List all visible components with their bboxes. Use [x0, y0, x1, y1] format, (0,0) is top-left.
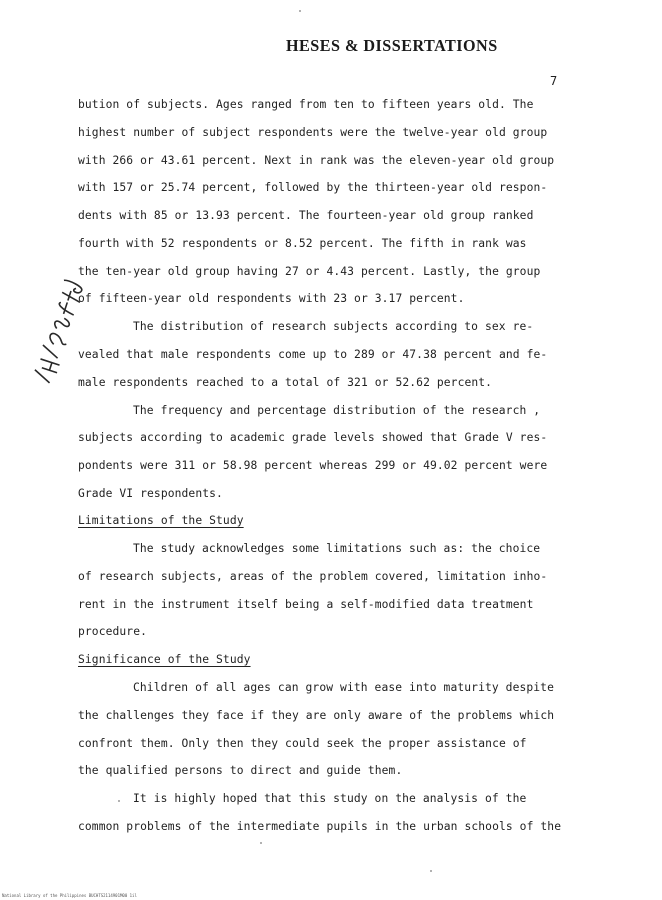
- text-line: Grade VI respondents.: [78, 487, 223, 500]
- text-line: fourth with 52 respondents or 8.52 percent. The fifth in rank was: [78, 237, 527, 250]
- text-line: highest number of subject respondents were the twelve-year old group: [78, 126, 548, 139]
- thesis-stamp-header: HESES & DISSERTATIONS: [286, 36, 498, 55]
- text-line: pondents were 311 or 58.98 percent whereas 299 or 49.02 percent were: [78, 459, 548, 472]
- text-line: It is highly hoped that this study on the analysis of the: [133, 792, 527, 805]
- text-line: The study acknowledges some limitations such as: the choice: [133, 542, 541, 555]
- text-line: male respondents reached to a total of 321 or 52.62 percent.: [78, 376, 493, 389]
- text-line: procedure.: [78, 625, 148, 638]
- text-line: bution of subjects. Ages ranged from ten to fifteen years old. The: [78, 98, 534, 111]
- scan-footer-credit: National Library of the Philippines BUCHTS2114901M00 1il: [2, 893, 137, 898]
- scan-speck: [260, 842, 262, 844]
- text-line: common problems of the intermediate pupils in the urban schools of the: [78, 820, 562, 833]
- text-line: Children of all ages can grow with ease into maturity despite: [133, 681, 554, 694]
- text-line: with 157 or 25.74 percent, followed by the thirteen-year old respon-: [78, 181, 548, 194]
- text-line: the challenges they face if they are only aware of the problems which: [78, 709, 555, 722]
- text-line: vealed that male respondents come up to 289 or 47.38 percent and fe-: [78, 348, 548, 361]
- text-line: confront them. Only then they could seek the proper assistance of: [78, 737, 527, 750]
- text-line: of fifteen-year old respondents with 23 or 3.17 percent.: [78, 292, 465, 305]
- scan-speck: [118, 800, 120, 802]
- scan-speck: [299, 10, 301, 12]
- text-line: of research subjects, areas of the problem covered, limitation inho-: [78, 570, 548, 583]
- text-line: The distribution of research subjects according to sex re-: [133, 320, 534, 333]
- text-line: The frequency and percentage distribution of the research ,: [133, 404, 541, 417]
- text-line: dents with 85 or 13.93 percent. The fourteen-year old group ranked: [78, 209, 534, 222]
- text-line: rent in the instrument itself being a self-modified data treatment: [78, 598, 534, 611]
- page-number: 7: [550, 74, 558, 88]
- text-line: with 266 or 43.61 percent. Next in rank was the eleven-year old group: [78, 154, 555, 167]
- text-line: subjects according to academic grade levels showed that Grade V res-: [78, 431, 548, 444]
- section-heading-limitations: Limitations of the Study: [78, 514, 244, 527]
- text-line: the qualified persons to direct and guide them.: [78, 764, 403, 777]
- text-line: the ten-year old group having 27 or 4.43 percent. Lastly, the group: [78, 265, 541, 278]
- handwritten-margin-note: [28, 273, 91, 387]
- section-heading-significance: Significance of the Study: [78, 653, 251, 666]
- scan-speck: [430, 870, 432, 872]
- handwritten-signature-icon: [28, 273, 91, 387]
